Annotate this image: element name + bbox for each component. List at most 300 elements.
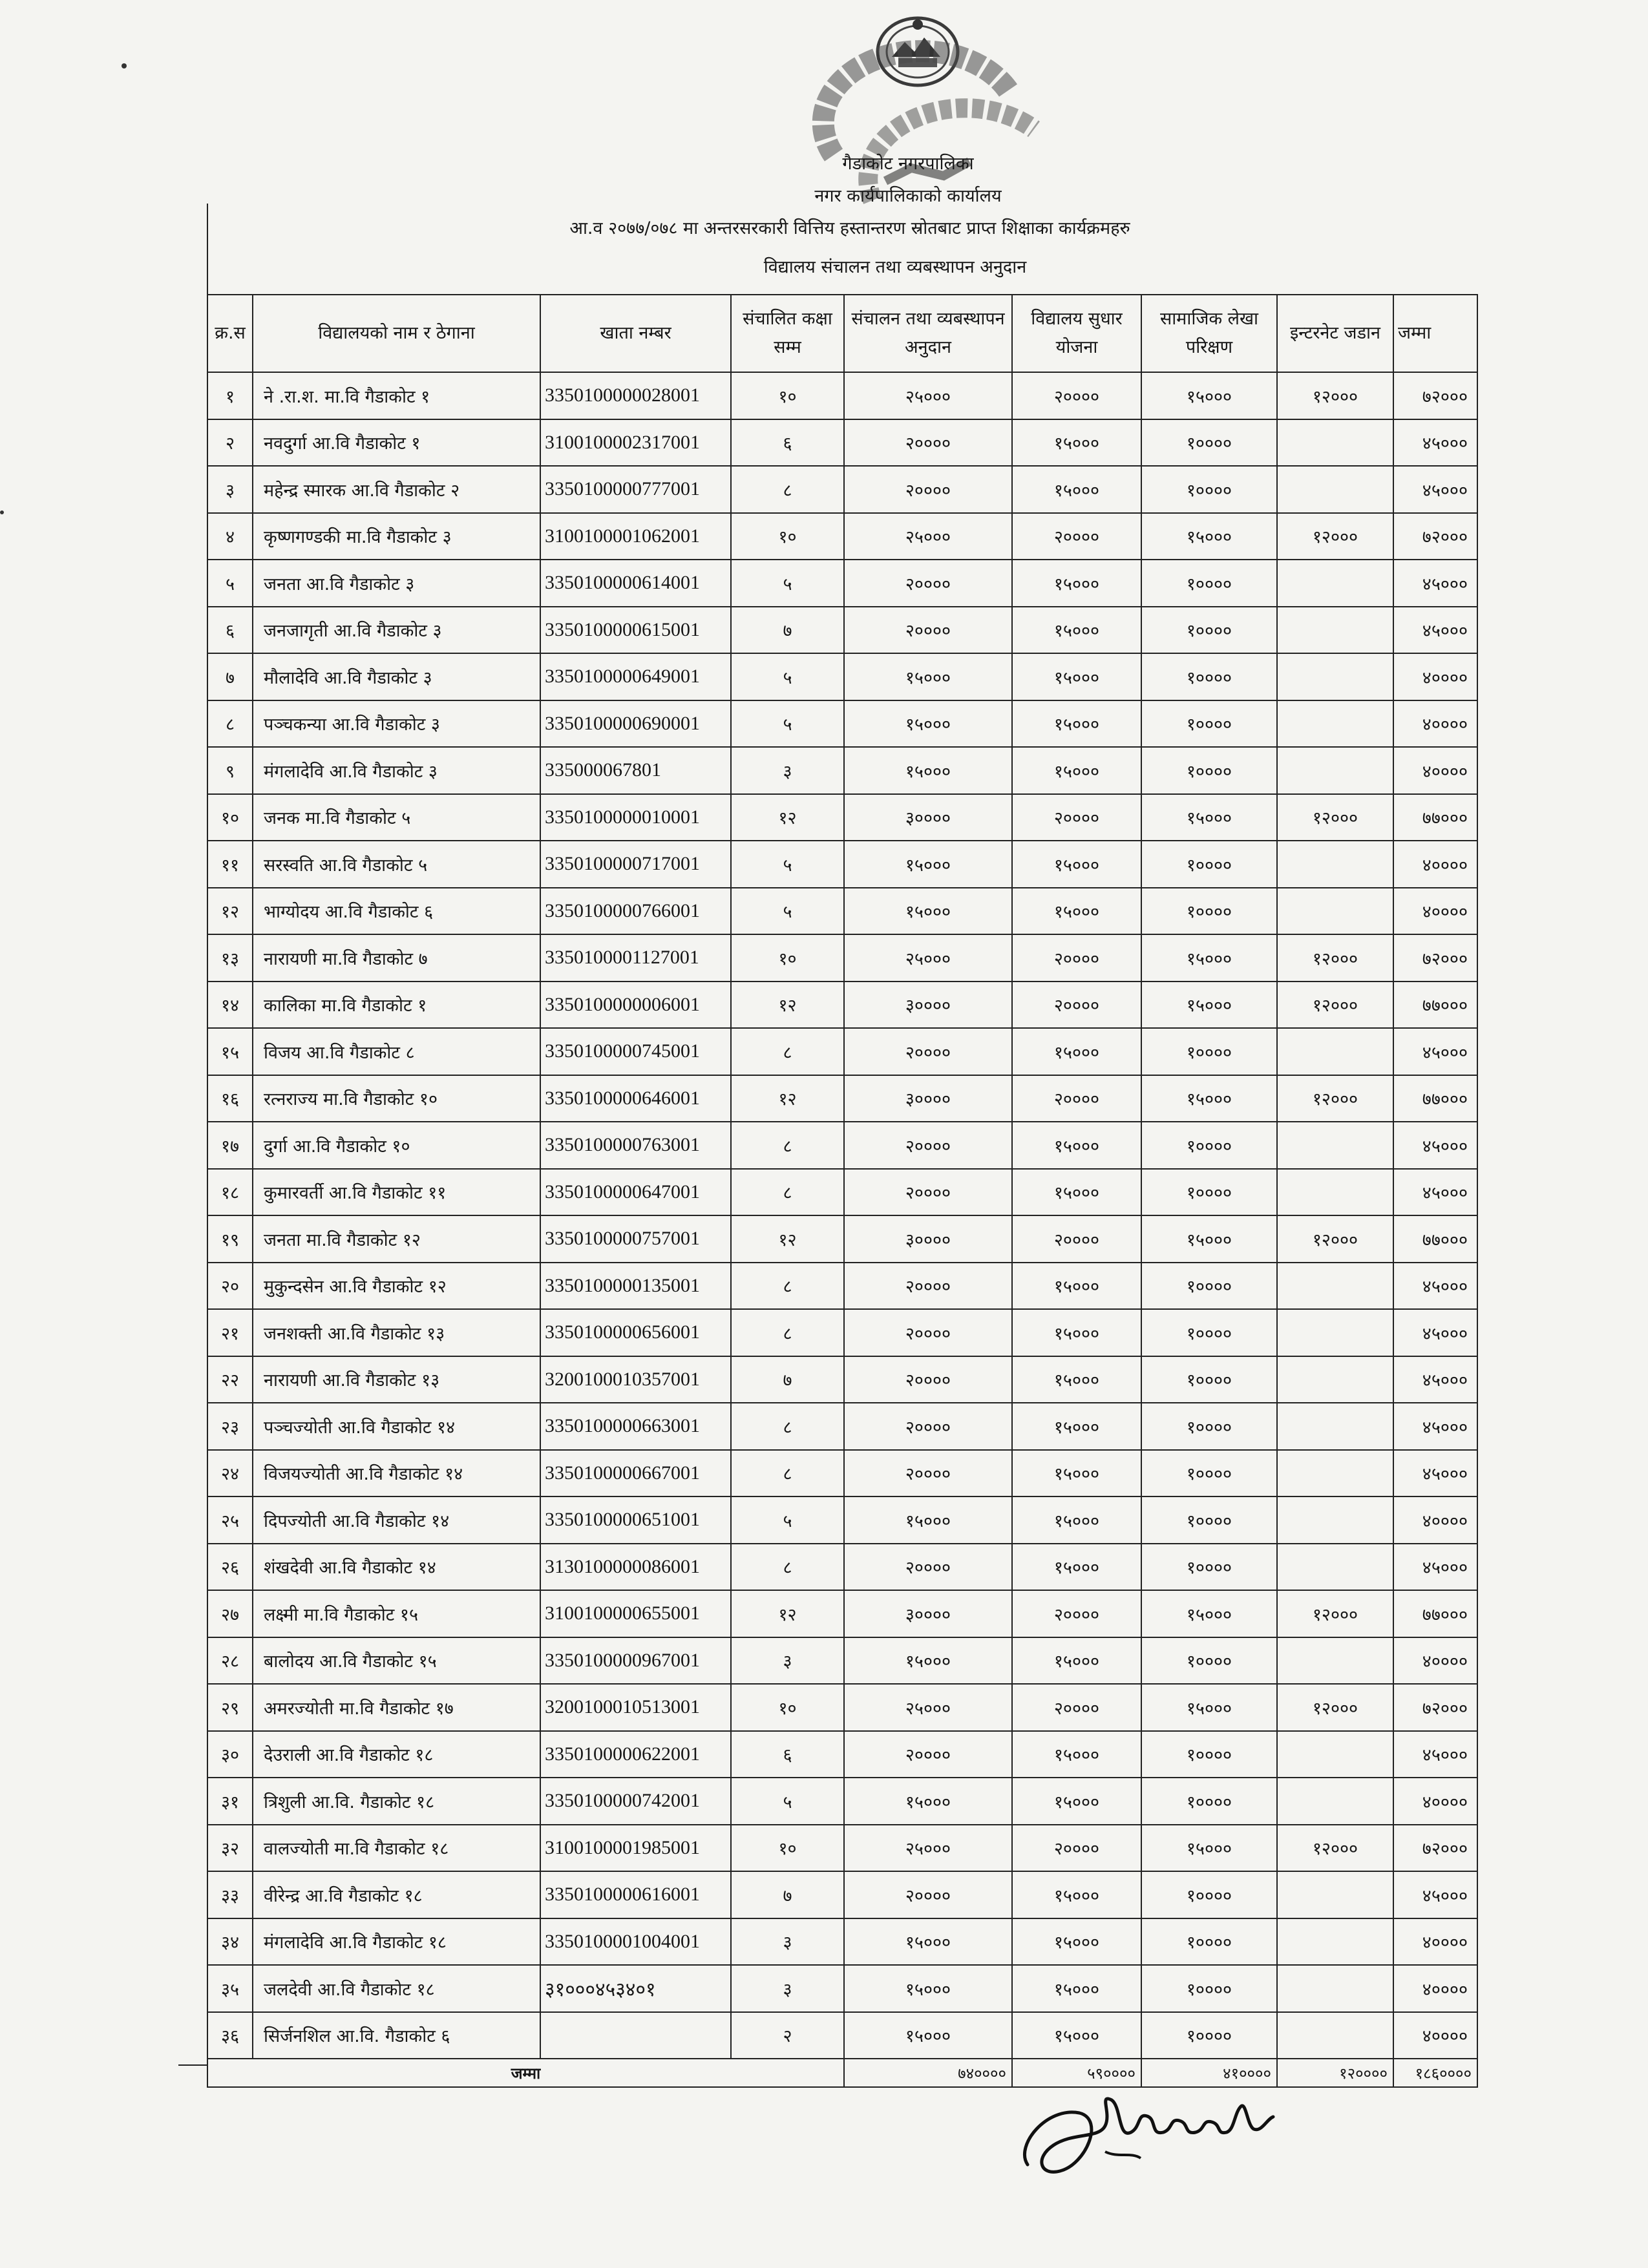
cell-total: ७७००० <box>1393 982 1477 1029</box>
cell-school-name: मंगलादेवि आ.वि गैडाकोट ३ <box>253 747 540 794</box>
cell-operation-grant: ३०००० <box>844 794 1012 841</box>
cell-improvement-plan: १५००० <box>1012 1309 1141 1356</box>
table-row <box>207 1965 1477 2012</box>
cell-account-number: 3350100000649001 <box>540 653 731 700</box>
cell-operation-grant: ३०००० <box>844 1215 1012 1263</box>
cell-internet <box>1277 700 1393 748</box>
cell-account-number: 3350100000656001 <box>540 1309 731 1356</box>
cell-improvement-plan: १५००० <box>1012 747 1141 794</box>
cell-internet <box>1277 653 1393 700</box>
cell-internet: १२००० <box>1277 1590 1393 1637</box>
table-row <box>207 1450 1477 1497</box>
cell-operation-grant: २५००० <box>844 1825 1012 1872</box>
cell-account-number: 3350100000615001 <box>540 607 731 654</box>
cell-social-audit: १०००० <box>1141 1263 1277 1310</box>
cell-grade: ८ <box>731 1544 844 1591</box>
cell-operation-grant: १५००० <box>844 1496 1012 1544</box>
cell-school-name: कालिका मा.वि गैडाकोट १ <box>253 982 540 1029</box>
table-row <box>207 982 1477 1029</box>
cell-grade: ८ <box>731 1309 844 1356</box>
cell-internet <box>1277 607 1393 654</box>
office-name: नगर कार्यपालिकाको कार्यालय <box>814 186 1002 206</box>
cell-improvement-plan: २०००० <box>1012 1215 1141 1263</box>
cell-operation-grant: १५००० <box>844 1965 1012 2012</box>
cell-internet <box>1277 466 1393 513</box>
cell-internet <box>1277 1965 1393 2012</box>
cell-social-audit: १०००० <box>1141 1403 1277 1450</box>
cell-operation-grant: २०००० <box>844 1263 1012 1310</box>
cell-grade: १० <box>731 934 844 982</box>
table-row <box>207 1169 1477 1216</box>
cell-improvement-plan: १५००० <box>1012 700 1141 748</box>
cell-improvement-plan: २०००० <box>1012 1684 1141 1731</box>
cell-school-name: त्रिशुली आ.वि. गैडाकोट १८ <box>253 1778 540 1825</box>
table-row <box>207 419 1477 467</box>
cell-social-audit: १०००० <box>1141 607 1277 654</box>
cell-internet <box>1277 1403 1393 1450</box>
cell-school-name: नवदुर्गा आ.वि गैडाकोट १ <box>253 419 540 467</box>
cell-social-audit: १५००० <box>1141 934 1277 982</box>
cell-account-number: ३१०००४५३४०१ <box>540 1965 731 2012</box>
cell-operation-grant: २५००० <box>844 1684 1012 1731</box>
cell-sn: १२ <box>207 888 253 935</box>
table-row <box>207 700 1477 748</box>
cell-grade: १२ <box>731 1215 844 1263</box>
cell-operation-grant: २०००० <box>844 419 1012 467</box>
cell-grade: ८ <box>731 1122 844 1169</box>
cell-grade: ३ <box>731 747 844 794</box>
table-row <box>207 372 1477 419</box>
cell-social-audit: १०००० <box>1141 1496 1277 1544</box>
cell-social-audit: १५००० <box>1141 982 1277 1029</box>
cell-social-audit: १०००० <box>1141 1169 1277 1216</box>
cell-improvement-plan: १५००० <box>1012 653 1141 700</box>
cell-sn: २८ <box>207 1637 253 1685</box>
header-sn: क्र.स <box>207 295 253 372</box>
cell-account-number: 3100100001985001 <box>540 1825 731 1872</box>
cell-total: ४०००० <box>1393 1965 1477 2012</box>
table-row <box>207 1731 1477 1778</box>
cell-account-number: 3350100000742001 <box>540 1778 731 1825</box>
header-grade: संचालित कक्षा सम्म <box>731 295 844 372</box>
table-row <box>207 1918 1477 1966</box>
cell-social-audit: १०००० <box>1141 1544 1277 1591</box>
cell-school-name: नारायणी आ.वि गैडाकोट १३ <box>253 1356 540 1403</box>
cell-grade: ६ <box>731 1731 844 1778</box>
cell-improvement-plan: १५००० <box>1012 1169 1141 1216</box>
cell-sn: ४ <box>207 513 253 560</box>
cell-total: ४०००० <box>1393 700 1477 748</box>
cell-grade: ५ <box>731 1496 844 1544</box>
cell-operation-grant: २०००० <box>844 1403 1012 1450</box>
signature-mark <box>1008 2068 1293 2197</box>
cell-account-number: 3130100000086001 <box>540 1544 731 1591</box>
totals-internet: १२०००० <box>1277 2059 1393 2087</box>
cell-operation-grant: १५००० <box>844 841 1012 888</box>
cell-operation-grant: २५००० <box>844 934 1012 982</box>
cell-account-number: 3350100000646001 <box>540 1075 731 1122</box>
cell-school-name: जनता आ.वि गैडाकोट ३ <box>253 560 540 607</box>
cell-total: ४५००० <box>1393 466 1477 513</box>
cell-school-name: मंगलादेवि आ.वि गैडाकोट १८ <box>253 1918 540 1966</box>
cell-grade: ३ <box>731 1918 844 1966</box>
cell-internet: १२००० <box>1277 1684 1393 1731</box>
cell-account-number: 3350100000763001 <box>540 1122 731 1169</box>
cell-grade: १२ <box>731 982 844 1029</box>
cell-social-audit: १०००० <box>1141 1309 1277 1356</box>
cell-sn: १५ <box>207 1028 253 1075</box>
cell-account-number: 3350100000616001 <box>540 1871 731 1918</box>
cell-total: ४५००० <box>1393 1122 1477 1169</box>
cell-improvement-plan: १५००० <box>1012 2012 1141 2059</box>
cell-improvement-plan: १५००० <box>1012 466 1141 513</box>
cell-operation-grant: २०००० <box>844 1871 1012 1918</box>
cell-grade: ५ <box>731 841 844 888</box>
cell-total: ७७००० <box>1393 794 1477 841</box>
cell-internet <box>1277 1731 1393 1778</box>
cell-school-name: जनता मा.वि गैडाकोट १२ <box>253 1215 540 1263</box>
cell-total: ७२००० <box>1393 513 1477 560</box>
cell-improvement-plan: १५००० <box>1012 888 1141 935</box>
cell-grade: १२ <box>731 794 844 841</box>
cell-operation-grant: ३०००० <box>844 1590 1012 1637</box>
cell-total: ४५००० <box>1393 419 1477 467</box>
cell-sn: ८ <box>207 700 253 748</box>
cell-social-audit: १०००० <box>1141 419 1277 467</box>
cell-social-audit: १०००० <box>1141 653 1277 700</box>
cell-grade: ६ <box>731 419 844 467</box>
cell-grade: ५ <box>731 700 844 748</box>
cell-grade: ५ <box>731 653 844 700</box>
cell-internet: १२००० <box>1277 1075 1393 1122</box>
cell-operation-grant: २०००० <box>844 560 1012 607</box>
cell-total: ४५००० <box>1393 1028 1477 1075</box>
cell-school-name: पञ्चकन्या आ.वि गैडाकोट ३ <box>253 700 540 748</box>
cell-operation-grant: २०००० <box>844 1028 1012 1075</box>
cell-operation-grant: १५००० <box>844 1918 1012 1966</box>
cell-social-audit: १०००० <box>1141 2012 1277 2059</box>
table-row <box>207 1590 1477 1637</box>
cell-improvement-plan: २०००० <box>1012 513 1141 560</box>
cell-account-number: 3350100000766001 <box>540 888 731 935</box>
cell-school-name: लक्ष्मी मा.वि गैडाकोट १५ <box>253 1590 540 1637</box>
cell-internet: १२००० <box>1277 982 1393 1029</box>
cell-sn: ३ <box>207 466 253 513</box>
cell-grade: २ <box>731 2012 844 2059</box>
cell-total: ४५००० <box>1393 1871 1477 1918</box>
cell-internet <box>1277 1496 1393 1544</box>
cell-grade: ७ <box>731 1356 844 1403</box>
cell-school-name: सिर्जनशिल आ.वि. गैडाकोट ६ <box>253 2012 540 2059</box>
totals-audit: ४१०००० <box>1141 2059 1277 2087</box>
cell-account-number: 3350100000757001 <box>540 1215 731 1263</box>
cell-improvement-plan: १५००० <box>1012 1263 1141 1310</box>
cell-improvement-plan: २०००० <box>1012 372 1141 419</box>
cell-school-name: बालोदय आ.वि गैडाकोट १५ <box>253 1637 540 1685</box>
cell-school-name: वालज्योती मा.वि गैडाकोट १८ <box>253 1825 540 1872</box>
cell-social-audit: १०००० <box>1141 1028 1277 1075</box>
cell-social-audit: १०००० <box>1141 1918 1277 1966</box>
cell-total: ४०००० <box>1393 747 1477 794</box>
table-row <box>207 1215 1477 1263</box>
cell-social-audit: १०००० <box>1141 747 1277 794</box>
table-row <box>207 1356 1477 1403</box>
header-school-name: विद्यालयको नाम र ठेगाना <box>253 295 540 372</box>
header-social-audit: सामाजिक लेखा परिक्षण <box>1141 295 1277 372</box>
cell-social-audit: १५००० <box>1141 372 1277 419</box>
cell-school-name: जनक मा.वि गैडाकोट ५ <box>253 794 540 841</box>
cell-school-name: दिपज्योती आ.वि गैडाकोट १४ <box>253 1496 540 1544</box>
cell-account-number: 3350100000028001 <box>540 372 731 419</box>
cell-internet <box>1277 1169 1393 1216</box>
cell-grade: ८ <box>731 1263 844 1310</box>
cell-account-number: 3350100000967001 <box>540 1637 731 1685</box>
table-left-rule <box>207 204 208 294</box>
table-row <box>207 2012 1477 2059</box>
cell-grade: १० <box>731 372 844 419</box>
header-operation-grant: संचालन तथा व्यबस्थापन अनुदान <box>844 295 1012 372</box>
cell-sn: ७ <box>207 653 253 700</box>
cell-grade: ३ <box>731 1637 844 1685</box>
cell-internet <box>1277 1263 1393 1310</box>
cell-sn: १९ <box>207 1215 253 1263</box>
table-row <box>207 1263 1477 1310</box>
cell-sn: १ <box>207 372 253 419</box>
cell-sn: ३३ <box>207 1871 253 1918</box>
cell-improvement-plan: २०००० <box>1012 1825 1141 1872</box>
cell-internet <box>1277 747 1393 794</box>
cell-account-number: 3100100000655001 <box>540 1590 731 1637</box>
cell-internet: १२००० <box>1277 513 1393 560</box>
cell-account-number: 3350100000651001 <box>540 1496 731 1544</box>
table-row <box>207 794 1477 841</box>
cell-school-name: जनजागृती आ.वि गैडाकोट ३ <box>253 607 540 654</box>
cell-sn: २ <box>207 419 253 467</box>
totals-label: जम्मा <box>207 2059 844 2087</box>
cell-sn: ५ <box>207 560 253 607</box>
cell-account-number: 335000067801 <box>540 747 731 794</box>
cell-grade: ८ <box>731 1028 844 1075</box>
cell-improvement-plan: २०००० <box>1012 934 1141 982</box>
cell-sn: १३ <box>207 934 253 982</box>
table-row <box>207 653 1477 700</box>
cell-account-number: 3350100001127001 <box>540 934 731 982</box>
cell-social-audit: १५००० <box>1141 1590 1277 1637</box>
cell-social-audit: १०००० <box>1141 1450 1277 1497</box>
table-row <box>207 934 1477 982</box>
cell-internet <box>1277 419 1393 467</box>
cell-account-number <box>540 2012 731 2059</box>
cell-improvement-plan: १५००० <box>1012 560 1141 607</box>
cell-total: ४०००० <box>1393 888 1477 935</box>
cell-sn: १८ <box>207 1169 253 1216</box>
table-row <box>207 466 1477 513</box>
cell-account-number: 3350100000006001 <box>540 982 731 1029</box>
totals-operation: ७४०००० <box>844 2059 1012 2087</box>
cell-social-audit: १०००० <box>1141 1356 1277 1403</box>
cell-operation-grant: २०००० <box>844 607 1012 654</box>
cell-total: ४०००० <box>1393 2012 1477 2059</box>
cell-social-audit: १०००० <box>1141 560 1277 607</box>
cell-total: ४०००० <box>1393 841 1477 888</box>
cell-school-name: जलदेवी आ.वि गैडाकोट १८ <box>253 1965 540 2012</box>
cell-social-audit: १०००० <box>1141 1637 1277 1685</box>
cell-operation-grant: २०००० <box>844 1309 1012 1356</box>
cell-improvement-plan: २०००० <box>1012 1590 1141 1637</box>
cell-social-audit: १०००० <box>1141 466 1277 513</box>
cell-social-audit: १०००० <box>1141 888 1277 935</box>
cell-account-number: 3200100010513001 <box>540 1684 731 1731</box>
cell-school-name: मुकुन्दसेन आ.वि गैडाकोट १२ <box>253 1263 540 1310</box>
cell-operation-grant: २०००० <box>844 1450 1012 1497</box>
cell-grade: १० <box>731 513 844 560</box>
cell-sn: १६ <box>207 1075 253 1122</box>
cell-sn: २३ <box>207 1403 253 1450</box>
cell-total: ४५००० <box>1393 1731 1477 1778</box>
cell-social-audit: १०००० <box>1141 841 1277 888</box>
speck-mark <box>0 510 4 514</box>
cell-improvement-plan: १५००० <box>1012 841 1141 888</box>
cell-grade: ५ <box>731 888 844 935</box>
cell-operation-grant: १५००० <box>844 1778 1012 1825</box>
cell-operation-grant: १५००० <box>844 2012 1012 2059</box>
cell-total: ४५००० <box>1393 607 1477 654</box>
cell-social-audit: १०००० <box>1141 1965 1277 2012</box>
cell-account-number: 3350100000614001 <box>540 560 731 607</box>
cell-internet <box>1277 1544 1393 1591</box>
cell-total: ७७००० <box>1393 1075 1477 1122</box>
cell-sn: ११ <box>207 841 253 888</box>
cell-account-number: 3350100000135001 <box>540 1263 731 1310</box>
cell-operation-grant: २०००० <box>844 1356 1012 1403</box>
cell-operation-grant: २०००० <box>844 1731 1012 1778</box>
cell-improvement-plan: २०००० <box>1012 794 1141 841</box>
cell-account-number: 3200100010357001 <box>540 1356 731 1403</box>
table-row <box>207 1637 1477 1685</box>
cell-account-number: 3350100000717001 <box>540 841 731 888</box>
cell-total: ४०००० <box>1393 1778 1477 1825</box>
cell-improvement-plan: १५००० <box>1012 1731 1141 1778</box>
cell-improvement-plan: १५००० <box>1012 419 1141 467</box>
header-improvement-plan: विद्यालय सुधार योजना <box>1012 295 1141 372</box>
cell-social-audit: १०००० <box>1141 1731 1277 1778</box>
cell-sn: २४ <box>207 1450 253 1497</box>
cell-account-number: 3100100002317001 <box>540 419 731 467</box>
table-bottom-extension <box>178 2064 208 2066</box>
cell-improvement-plan: १५००० <box>1012 1403 1141 1450</box>
cell-grade: १२ <box>731 1590 844 1637</box>
cell-grade: ८ <box>731 466 844 513</box>
cell-grade: ८ <box>731 1169 844 1216</box>
cell-total: ४५००० <box>1393 560 1477 607</box>
cell-sn: ३५ <box>207 1965 253 2012</box>
cell-internet <box>1277 1871 1393 1918</box>
cell-improvement-plan: २०००० <box>1012 982 1141 1029</box>
table-row <box>207 1544 1477 1591</box>
cell-grade: ७ <box>731 607 844 654</box>
table-row <box>207 607 1477 654</box>
grant-table <box>207 294 1477 2088</box>
cell-grade: ७ <box>731 1871 844 1918</box>
table-row <box>207 747 1477 794</box>
cell-sn: १० <box>207 794 253 841</box>
cell-social-audit: १५००० <box>1141 1075 1277 1122</box>
cell-internet: १२००० <box>1277 934 1393 982</box>
cell-total: ४५००० <box>1393 1544 1477 1591</box>
cell-operation-grant: १५००० <box>844 700 1012 748</box>
cell-improvement-plan: १५००० <box>1012 1871 1141 1918</box>
cell-sn: ९ <box>207 747 253 794</box>
cell-account-number: 3350100000777001 <box>540 466 731 513</box>
cell-operation-grant: ३०००० <box>844 982 1012 1029</box>
cell-operation-grant: १५००० <box>844 1637 1012 1685</box>
cell-total: ७७००० <box>1393 1215 1477 1263</box>
cell-school-name: पञ्चज्योती आ.वि गैडाकोट १४ <box>253 1403 540 1450</box>
header-total: जम्मा <box>1393 295 1477 372</box>
cell-school-name: नारायणी मा.वि गैडाकोट ७ <box>253 934 540 982</box>
cell-school-name: कृष्णगण्डकी मा.वि गैडाकोट ३ <box>253 513 540 560</box>
cell-social-audit: १५००० <box>1141 513 1277 560</box>
cell-account-number: 3350100000647001 <box>540 1169 731 1216</box>
cell-total: ४५००० <box>1393 1169 1477 1216</box>
cell-improvement-plan: १५००० <box>1012 1544 1141 1591</box>
cell-operation-grant: २५००० <box>844 513 1012 560</box>
cell-school-name: शंखदेवी आ.वि गैडाकोट १४ <box>253 1544 540 1591</box>
cell-school-name: देउराली आ.वि गैडाकोट १८ <box>253 1731 540 1778</box>
table-row <box>207 1122 1477 1169</box>
cell-school-name: रत्नराज्य मा.वि गैडाकोट १० <box>253 1075 540 1122</box>
cell-total: ७२००० <box>1393 1684 1477 1731</box>
cell-operation-grant: २०००० <box>844 466 1012 513</box>
cell-operation-grant: २०००० <box>844 1544 1012 1591</box>
cell-total: ७२००० <box>1393 934 1477 982</box>
cell-sn: ३१ <box>207 1778 253 1825</box>
cell-internet <box>1277 1309 1393 1356</box>
cell-school-name: दुर्गा आ.वि गैडाकोट १० <box>253 1122 540 1169</box>
cell-school-name: ने .रा.श. मा.वि गैडाकोट १ <box>253 372 540 419</box>
cell-social-audit: १०००० <box>1141 1122 1277 1169</box>
cell-improvement-plan: १५००० <box>1012 1496 1141 1544</box>
table-header-row <box>207 295 1477 372</box>
table-row <box>207 841 1477 888</box>
cell-sn: २० <box>207 1263 253 1310</box>
cell-internet <box>1277 1356 1393 1403</box>
cell-sn: ३० <box>207 1731 253 1778</box>
cell-improvement-plan: २०००० <box>1012 1075 1141 1122</box>
table-row <box>207 1075 1477 1122</box>
cell-total: ४०००० <box>1393 1496 1477 1544</box>
cell-school-name: महेन्द्र स्मारक आ.वि गैडाकोट २ <box>253 466 540 513</box>
cell-operation-grant: १५००० <box>844 747 1012 794</box>
cell-improvement-plan: १५००० <box>1012 607 1141 654</box>
cell-operation-grant: ३०००० <box>844 1075 1012 1122</box>
cell-school-name: कुमारवर्ती आ.वि गैडाकोट ११ <box>253 1169 540 1216</box>
cell-sn: २१ <box>207 1309 253 1356</box>
header-internet: इन्टरनेट जडान <box>1277 295 1393 372</box>
table-row <box>207 888 1477 935</box>
cell-grade: १० <box>731 1684 844 1731</box>
speck-mark <box>121 63 127 68</box>
table-row <box>207 1825 1477 1872</box>
cell-social-audit: १०००० <box>1141 700 1277 748</box>
totals-improvement: ५९०००० <box>1012 2059 1141 2087</box>
cell-internet: १२००० <box>1277 794 1393 841</box>
grant-title: विद्यालय संचालन तथा व्यबस्थापन अनुदान <box>763 257 1027 277</box>
cell-total: ७७००० <box>1393 1590 1477 1637</box>
cell-sn: २२ <box>207 1356 253 1403</box>
cell-school-name: अमरज्योती मा.वि गैडाकोट १७ <box>253 1684 540 1731</box>
cell-account-number: 3350100000690001 <box>540 700 731 748</box>
